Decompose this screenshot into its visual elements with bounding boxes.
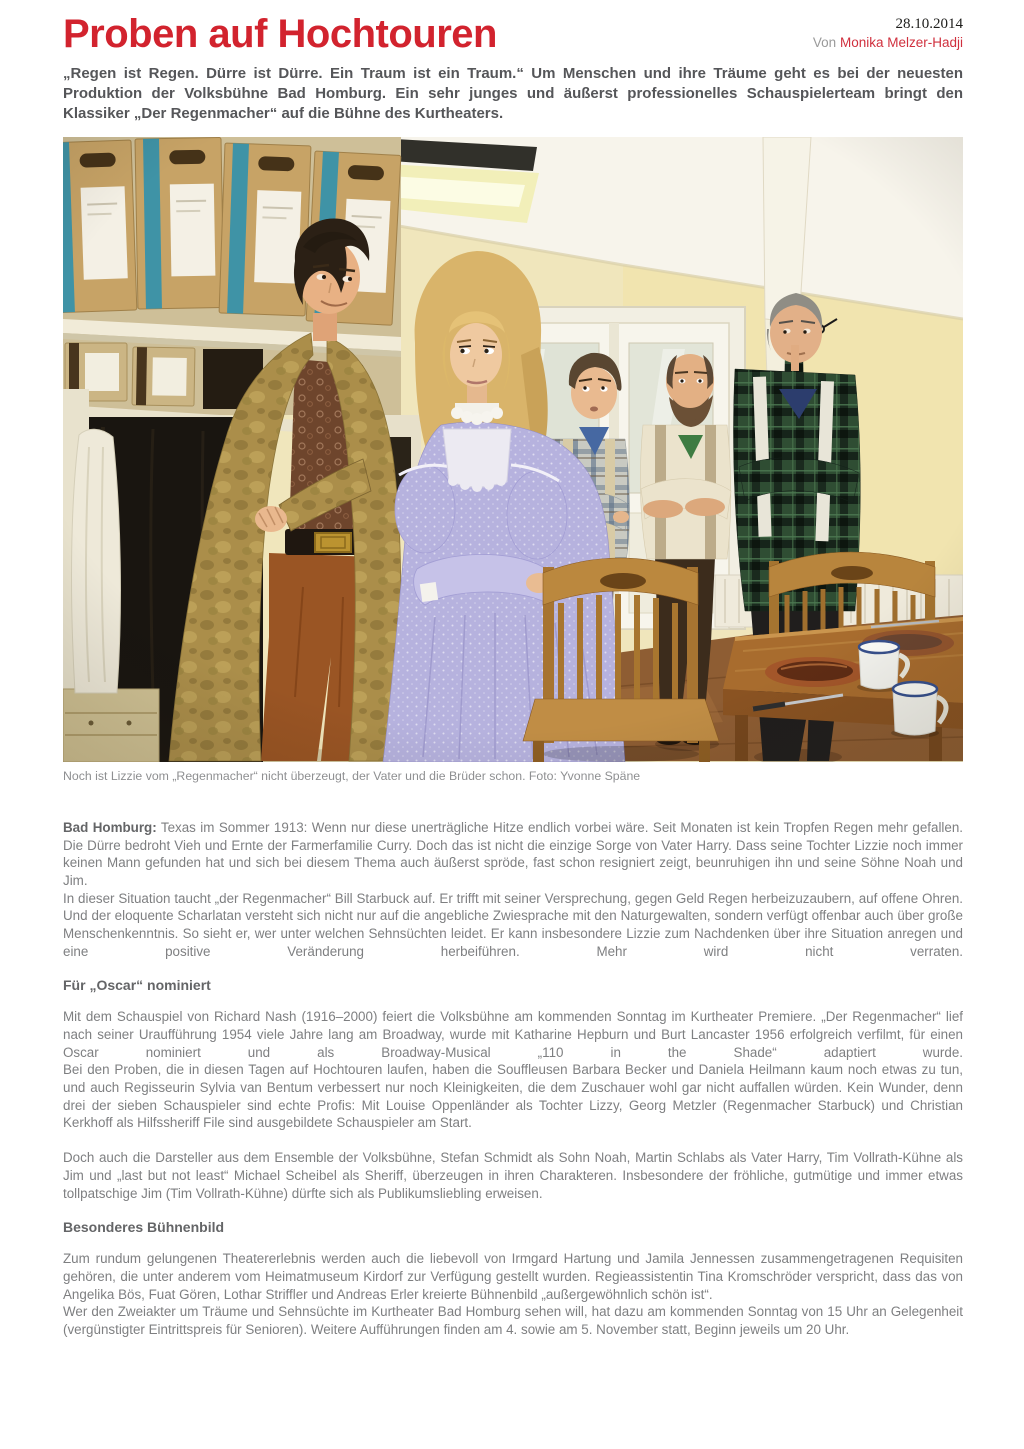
paragraph-bad-homburg bbox=[63, 819, 963, 890]
article-body bbox=[63, 819, 963, 1339]
photo-caption: Noch ist Lizzie vom „Regenmacher“ nicht überzeugt, der Vater und die Brüder schon. Foto: Yvonne Späne bbox=[63, 768, 641, 783]
paragraph-ensemble-group bbox=[63, 1149, 963, 1202]
paragraph-nash bbox=[63, 1008, 963, 1132]
paragraph-ensemble: Doch auch die Darsteller aus dem Ensemble der Volksbühne, Stefan Schmidt als Sohn Noah, Martin Schlabs als Vater Harry, Tim Vollrath-Kühne als Jim und „last but not least“ Michael Scheibel als Sheriff, überzeugen in ihren Charakteren. Insbesondere der fröhliche, gutmütige und immer etwas tollpatschige Jim (Tim Vollrath-Kühne) dürfte sich als Publikumsliebling erweisen. bbox=[63, 1150, 963, 1201]
subheading-buehnenbild: Besonderes Bühnenbild bbox=[63, 1219, 225, 1236]
author-link[interactable]: Monika Melzer-Hadji bbox=[839, 35, 963, 50]
byline bbox=[813, 35, 963, 50]
lead-paragraph: „Regen ist Regen. Dürre ist Dürre. Ein Traum ist ein Traum.“ Um Menschen und ihre Träume geht es bei der neuesten Produktion der Volksbühne Bad Homburg. Ein sehr junges und äußerst professionelles Schauspielerteam bringt den Klassiker „Der Regenmacher“ auf die Bühne des Kurtheaters. bbox=[63, 65, 963, 122]
article-figure bbox=[63, 137, 963, 783]
byline-prefix: Von bbox=[812, 35, 837, 50]
paragraph-proben: Bei den Proben, die in diesen Tagen auf Hochtouren laufen, haben die Souffleusen Barbara Becker und Daniela Heilmann kaum noch etwas zu tun, und auch Regisseurin Sylvia van Bentum verbessert nur noch Kleinigkeiten, die dem Zuschauer wohl gar nicht auffallen würden. Kein Wunder, denn drei der sieben Schauspieler sind echte Profis: Mit Louise Oppenländer als Tochter Lizzy, Georg Metzler (Regenmacher Starbuck) und Christian Kerkhoff als Hilfssheriff File sind ausgebildete Schauspieler am Start. bbox=[63, 1062, 963, 1131]
location-lead-in: Bad Homburg: bbox=[63, 819, 157, 835]
paragraph-broadway: Mit dem Schauspiel von Richard Nash (1916–2000) feiert die Volksbühne am kommenden Sonntag im Kurtheater Premiere. „Der Regenmacher“ lief nach seiner Uraufführung 1954 viele Jahre lang am Broadway, wurde mit Katharine Hepburn und Burt Lancaster 1956 erfolgreich verfilmt, für einen Oscar nominiert und als Broadway-Musical „110 in the Shade“ adaptiert wurde. bbox=[63, 1009, 963, 1060]
photo-vignette bbox=[63, 137, 963, 762]
article-date: 28.10.2014 bbox=[895, 16, 963, 32]
page-title: Proben auf Hochtouren bbox=[63, 12, 497, 56]
article-header bbox=[63, 14, 963, 54]
paragraph-intro bbox=[63, 819, 963, 961]
paragraph-termine: Wer den Zweiakter um Träume und Sehnsüchte im Kurtheater Bad Homburg sehen will, hat dazu am kommenden Sonntag von 15 Uhr an Gelegenheit (vergünstigter Eintrittspreis für Senioren). Weitere Aufführungen finden am 4. sowie am 5. November statt, Beginn jeweils um 20 Uhr. bbox=[63, 1304, 963, 1337]
paragraph-text: Texas im Sommer 1913: Wenn nur diese unerträgliche Hitze endlich vorbei wäre. Seit Monaten ist kein Tropfen Regen mehr gefallen. Die Dürre bedroht Vieh und Ernte der Farmerfamilie Curry. Doch das ist nicht die einzige Sorge von Vater Harry. Dass seine Tochter Lizzie noch immer keinen Mann gefunden hat und sich bei diesem Thema auch äußerst spröde, fast schon resigniert zeigt, beunruhigen ihn und seine Söhne Noah und Jim. bbox=[63, 819, 964, 888]
subheading-oscar: Für „Oscar“ nominiert bbox=[63, 977, 211, 994]
article-meta bbox=[813, 14, 963, 50]
paragraph-requisiten: Zum rundum gelungenen Theatererlebnis werden auch die liebevoll von Irmgard Hartung und Jamila Jennessen zusammengetragenen Requisiten gehören, die unter anderem vom Heimatmuseum Kirdorf zur Verfügung gestellt wurden. Regieassistentin Tina Kromschröder verspricht, dass das von Angelika Bös, Fuat Gören, Lothar Striffler und Andreas Erler kreierte Bühnenbild „außergewöhnlich schön ist“. bbox=[63, 1251, 963, 1302]
paragraph-final-group bbox=[63, 1250, 963, 1338]
article-photo bbox=[63, 137, 963, 762]
paragraph-starbuck: In dieser Situation taucht „der Regenmacher“ Bill Starbuck auf. Er trifft mit seiner Versprechung, gegen Geld Regen herbeizuzaubern, auf offene Ohren. Und der eloquente Scharlatan versteht sich nicht nur auf die angebliche Zwiesprache mit den Naturgewalten, sondern verfügt offenbar auch über große Menschenkenntnis. So sieht er, wer unter welchen Sehnsüchten leidet. Er kann insbesondere Lizzie zum Nachdenken über ihre Situation anregen und eine positive Veränderung herbeiführen. Mehr wird nicht verraten. bbox=[63, 890, 963, 959]
